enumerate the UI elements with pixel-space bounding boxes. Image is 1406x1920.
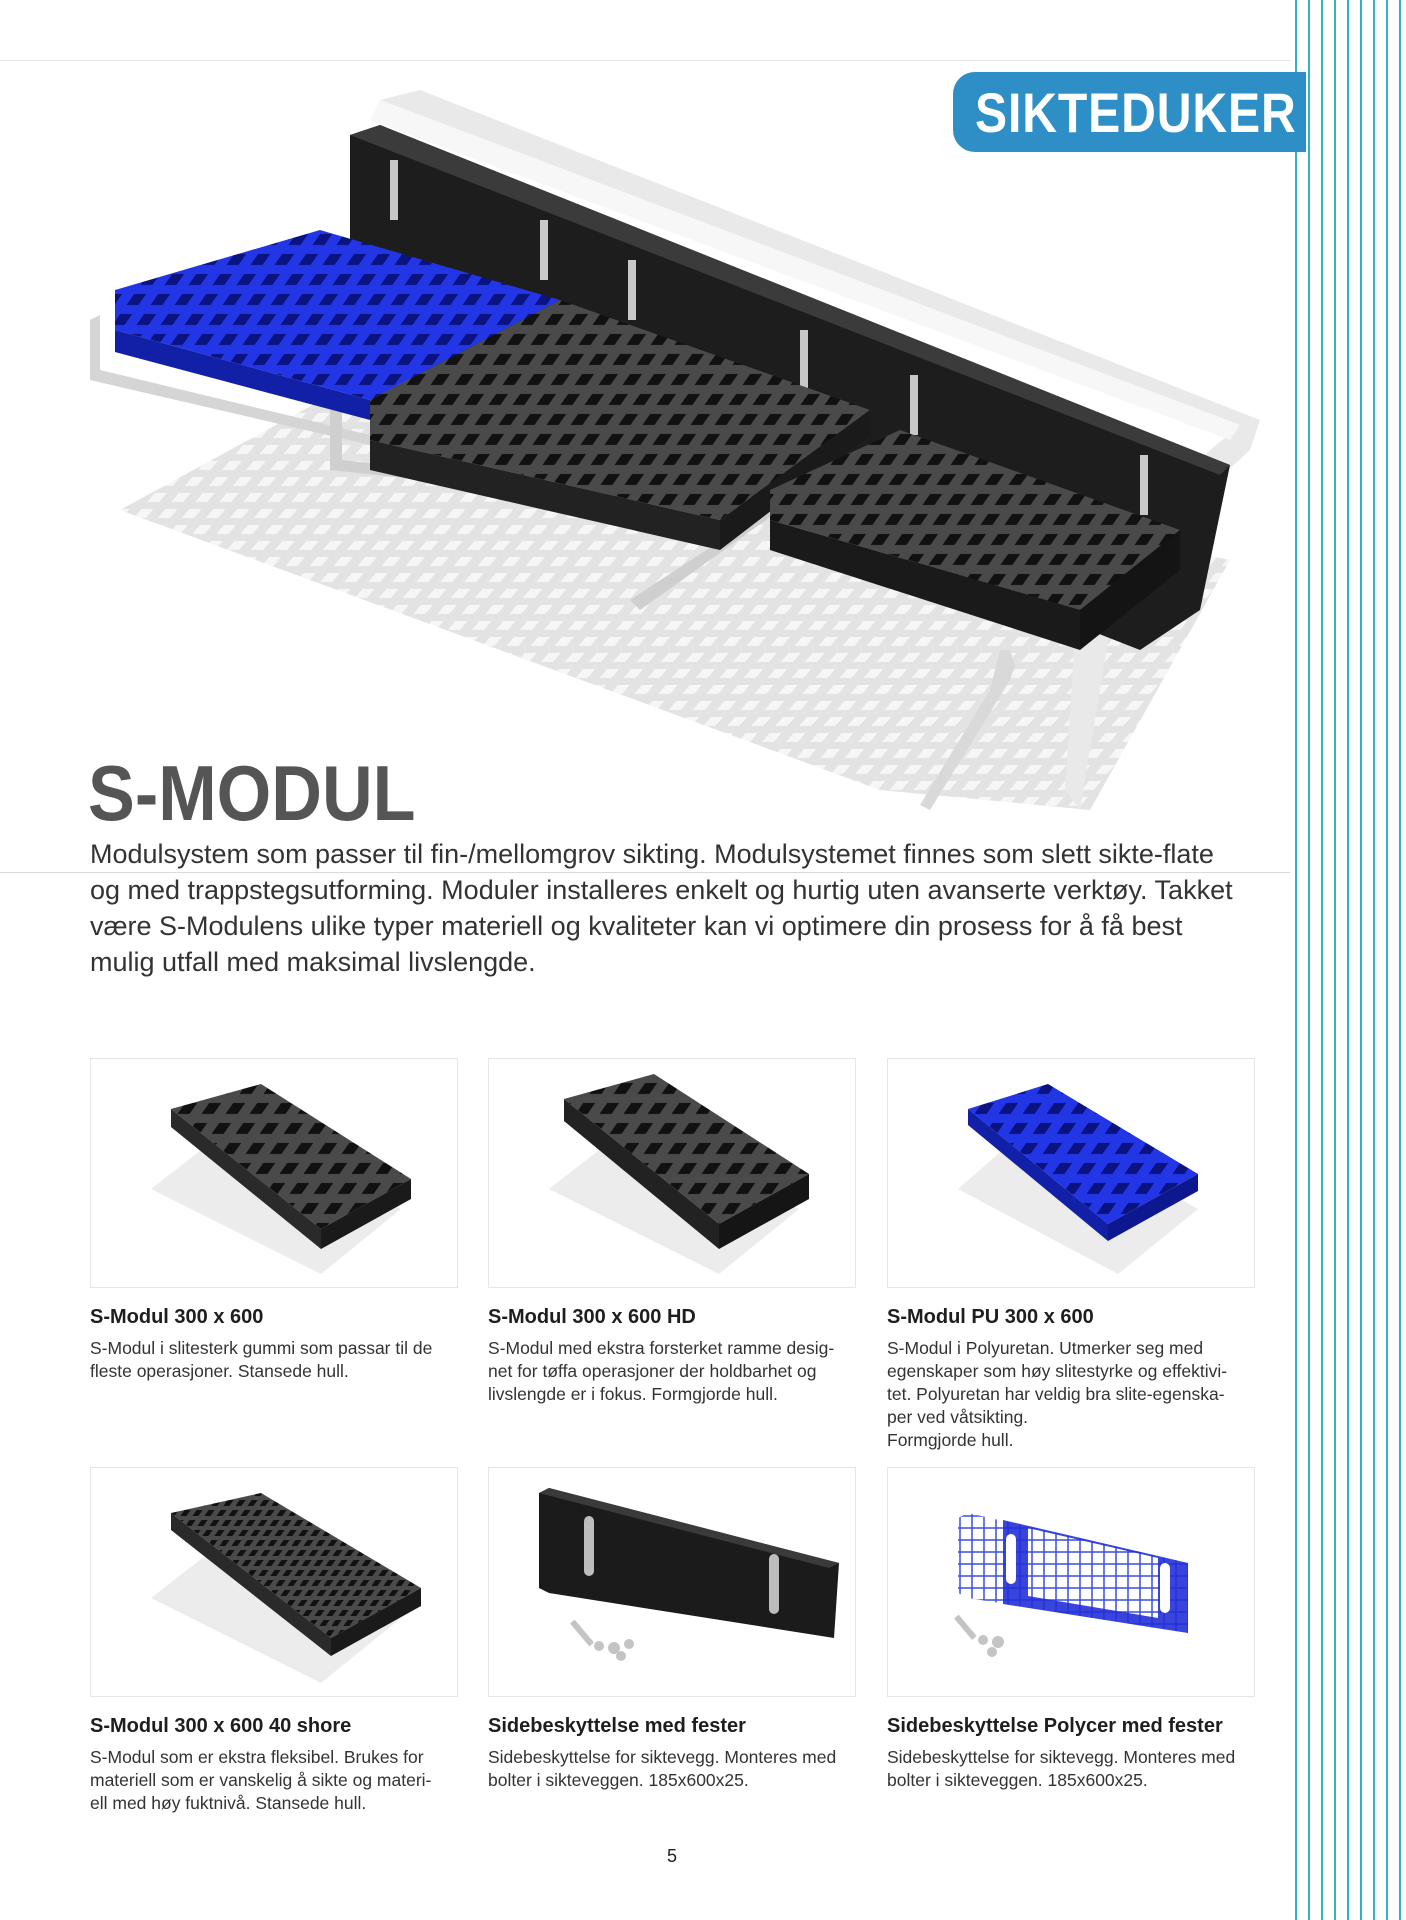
product-image-frame	[90, 1058, 458, 1288]
product-image-frame	[488, 1467, 856, 1697]
product-image-frame	[887, 1467, 1255, 1697]
product-image-frame	[887, 1058, 1255, 1288]
product-title: S-Modul 300 x 600	[90, 1306, 264, 1328]
page-number: 5	[666, 1846, 677, 1866]
product-title: S-Modul 300 x 600 40 shore	[90, 1715, 352, 1737]
product-card	[887, 1058, 1255, 1452]
product-title: Sidebeskyttelse med fester	[488, 1715, 746, 1737]
product-description: S-Modul som er ekstra fleksibel. Brukes for materiell som er vanskelig å sikte og materi- ell med høy fuktnivå. Stansede hull.	[90, 1747, 432, 1813]
product-description: Sidebeskyttelse for siktevegg. Monteres med bolter i sikteveggen. 185x600x25.	[887, 1747, 1236, 1790]
side-guard-icon	[489, 1468, 855, 1696]
product-title: S-Modul 300 x 600 HD	[488, 1306, 696, 1328]
intro-paragraph: Modulsystem som passer til fin-/mellomgrov sikting. Modulsystemet finnes som slett sikte-flate og med trappstegsutforming. Moduler installeres enkelt og hurtig uten avanserte verktøy. Takket være S-Modulens ulike typer materiell og kvaliteter kan vi optimere din prosess for å få best mulig utfall med maksimal livslengde.	[90, 839, 1233, 977]
product-title: Sidebeskyttelse Polycer med fester	[887, 1715, 1223, 1737]
black-mat-hd-icon	[489, 1059, 855, 1287]
product-image-frame	[90, 1467, 458, 1697]
product-card	[488, 1058, 856, 1406]
product-card	[90, 1467, 458, 1815]
fine-mat-icon	[91, 1468, 457, 1696]
product-title: S-Modul PU 300 x 600	[887, 1306, 1094, 1328]
blue-mat-icon	[888, 1059, 1254, 1287]
hero-screen-assembly-image	[80, 90, 1280, 830]
section-tab-label: SIKTEDUKER	[975, 80, 1297, 144]
header-rule	[0, 60, 1290, 61]
product-card	[488, 1467, 856, 1792]
side-stripes-decoration	[1291, 0, 1406, 1920]
product-card	[90, 1058, 458, 1383]
product-description: Sidebeskyttelse for siktevegg. Monteres med bolter i sikteveggen. 185x600x25.	[488, 1747, 837, 1790]
polycer-guard-icon	[888, 1468, 1254, 1696]
product-description: S-Modul med ekstra forsterket ramme desig- net for tøffa operasjoner der holdbarhet og livslengde er i fokus. Formgjorde hull.	[488, 1338, 835, 1404]
product-description: S-Modul i Polyuretan. Utmerker seg med egenskaper som høy slitestyrke og effektivi- tet. Polyuretan har veldig bra slite-egenska- per ved våtsikting. Formgjorde hull.	[887, 1338, 1228, 1450]
page-title: S-MODUL	[88, 749, 416, 837]
product-description: S-Modul i slitesterk gummi som passar til de fleste operasjoner. Stansede hull.	[90, 1338, 433, 1381]
product-image-frame	[488, 1058, 856, 1288]
black-mat-icon	[91, 1059, 457, 1287]
product-card	[887, 1467, 1255, 1792]
